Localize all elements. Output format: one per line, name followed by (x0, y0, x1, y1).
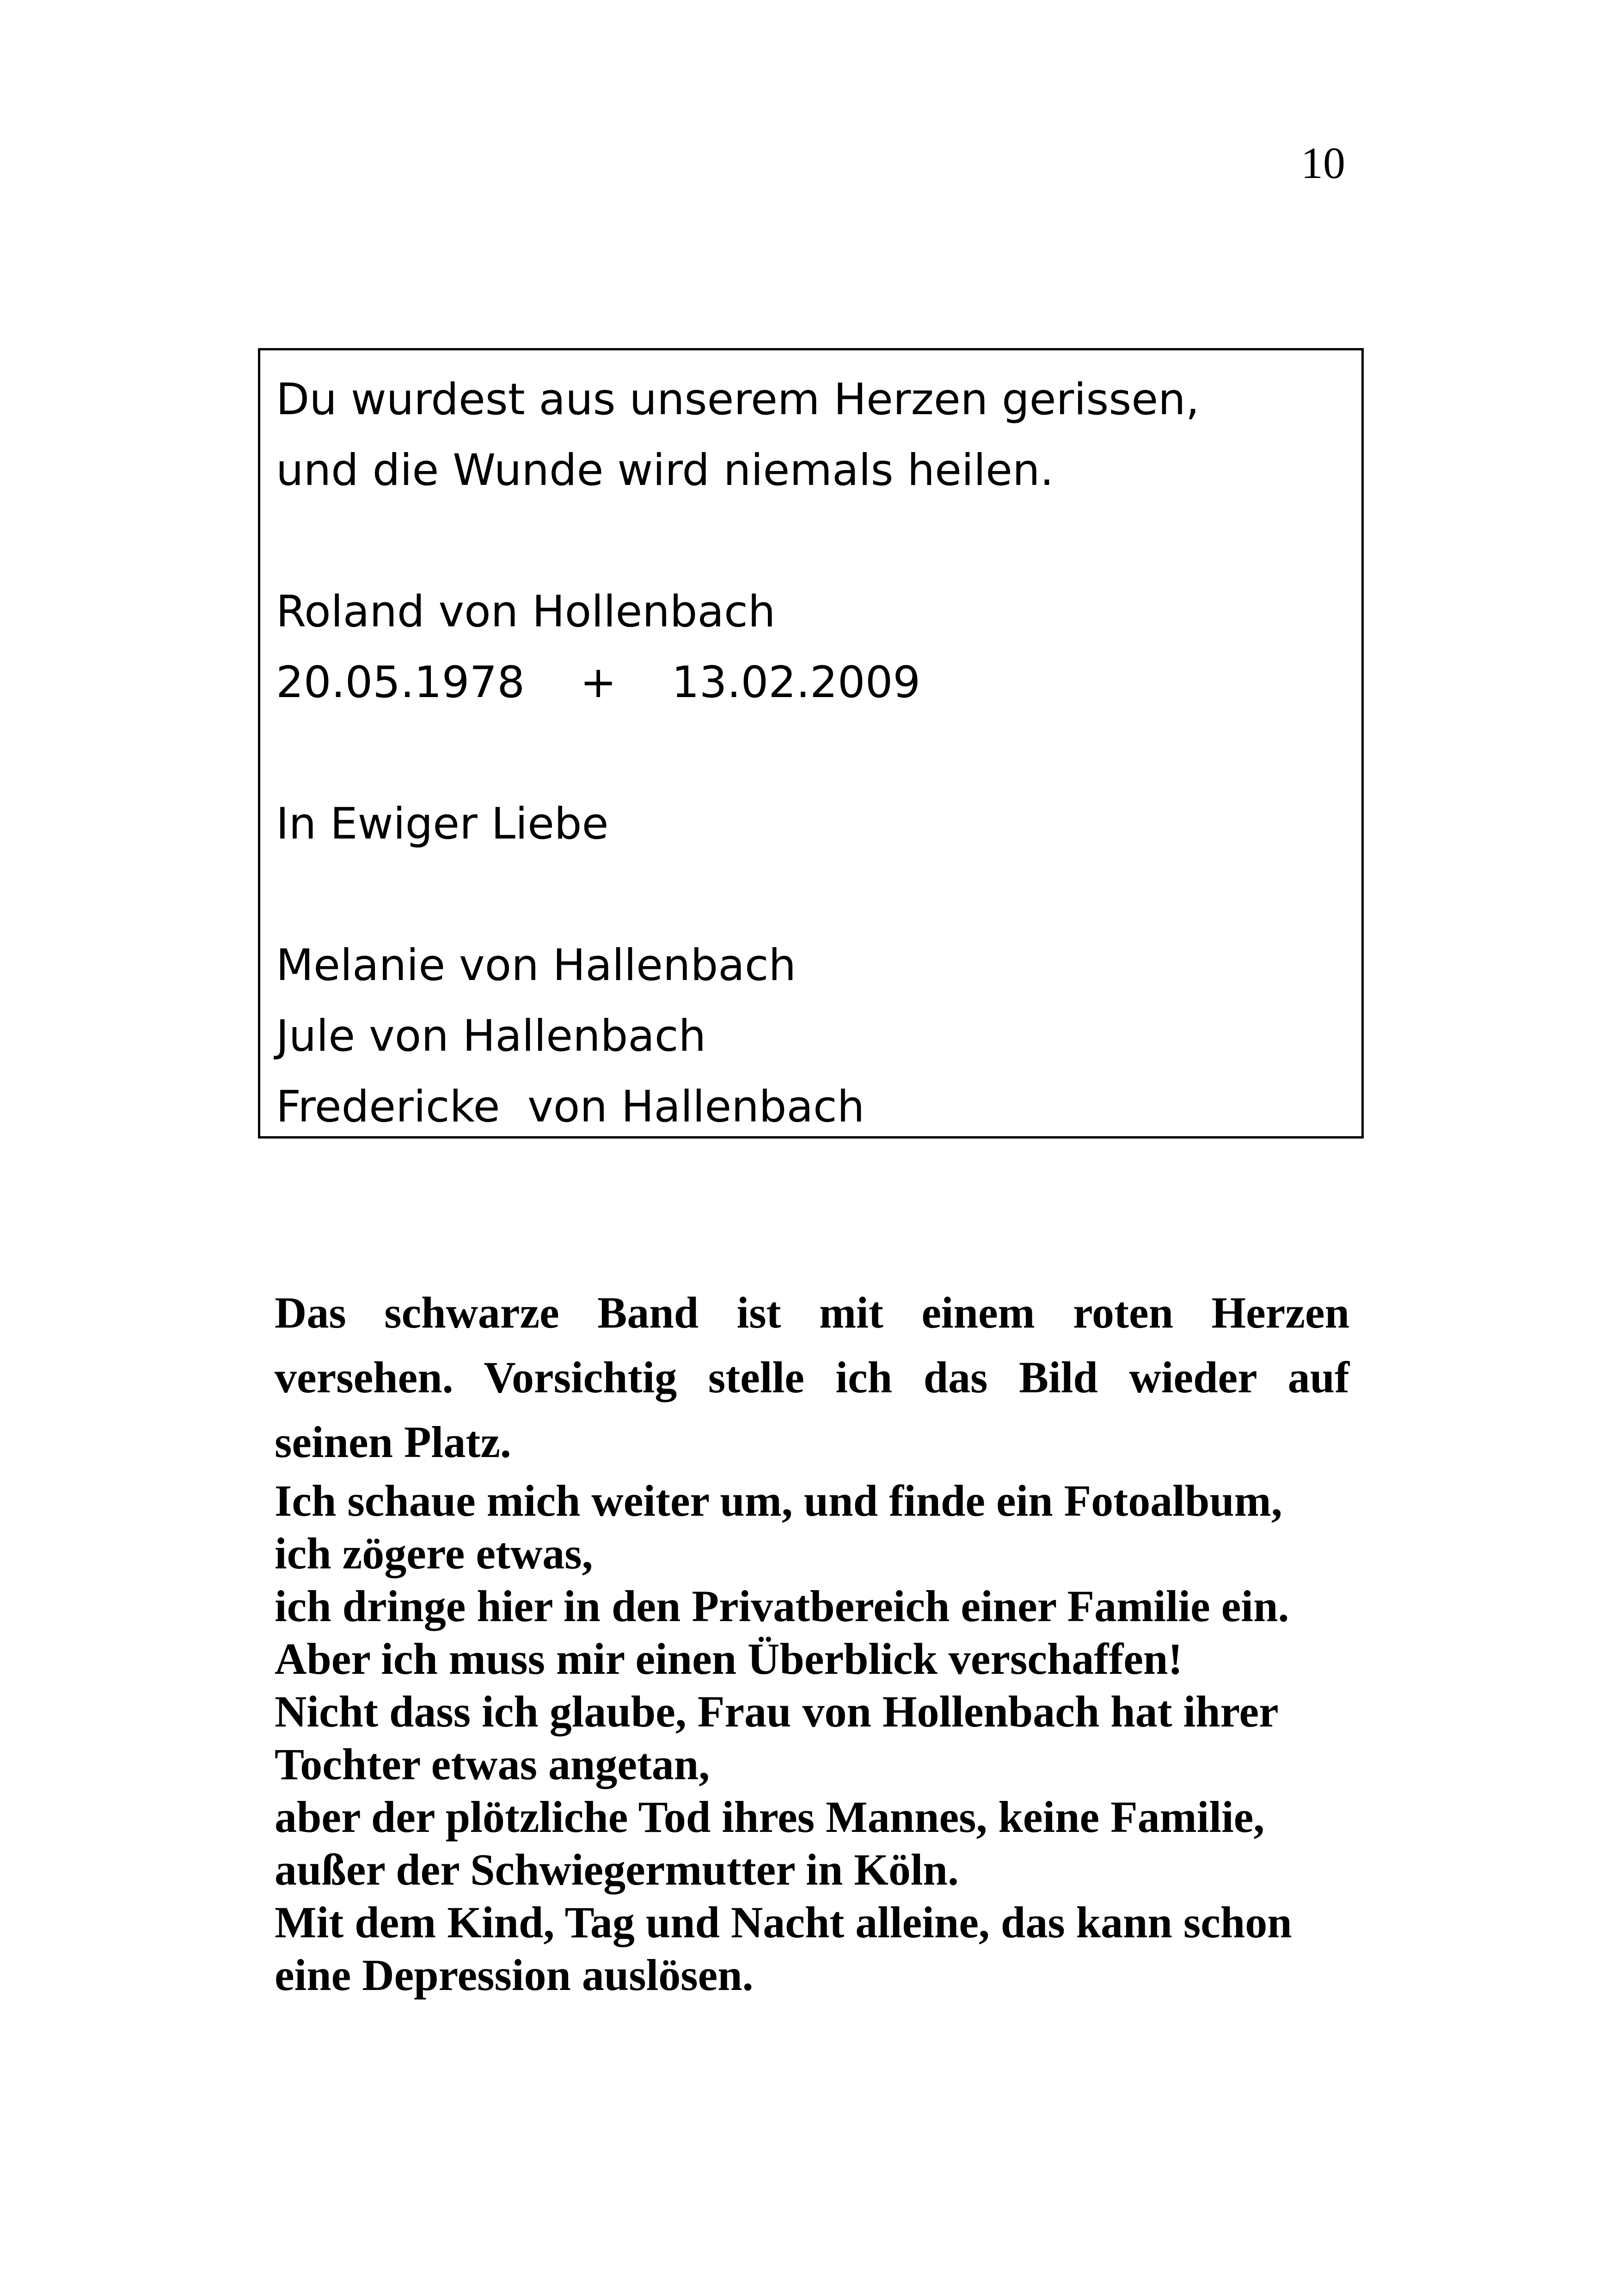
narrative-line: Tochter etwas angetan, (275, 1739, 710, 1789)
page-number: 10 (1301, 138, 1345, 188)
narrative-line: seinen Platz. (275, 1417, 511, 1467)
narrative-line: versehen. Vorsichtig stelle ich das Bild wieder auf (275, 1353, 1349, 1402)
obituary-mourner-2: Jule von Hallenbach (276, 1011, 706, 1061)
spacer (276, 859, 1361, 930)
obituary-deceased-name: Roland von Hollenbach (276, 587, 776, 637)
obituary-mourner-3: Fredericke von Hallenbach (276, 1082, 865, 1132)
narrative-line: Nicht dass ich glaube, Frau von Hollenbach hat ihrer (275, 1687, 1279, 1736)
obituary-verse-line-1: Du wurdest aus unserem Herzen gerissen, (276, 374, 1200, 425)
narrative-line: außer der Schwiegermutter in Köln. (275, 1845, 959, 1894)
spacer (276, 718, 1361, 789)
narrative-line: ich dringe hier in den Privatbereich einer Familie ein. (275, 1581, 1289, 1631)
narrative-text (275, 1280, 1349, 2002)
obituary-verse-line-2: und die Wunde wird niemals heilen. (276, 445, 1054, 496)
obituary-dates: 20.05.1978 + 13.02.2009 (276, 657, 921, 708)
obituary-notice (258, 348, 1364, 1139)
spacer (276, 506, 1361, 576)
narrative-line: ich zögere etwas, (275, 1529, 593, 1578)
narrative-line: Das schwarze Band ist mit einem roten Herzen (275, 1288, 1349, 1337)
obituary-mourner-1: Melanie von Hallenbach (276, 940, 797, 991)
narrative-line: Mit dem Kind, Tag und Nacht alleine, das kann schon (275, 1898, 1292, 1947)
narrative-line: Aber ich muss mir einen Überblick verschaffen! (275, 1634, 1183, 1684)
narrative-line: aber der plötzliche Tod ihres Mannes, keine Familie, (275, 1792, 1265, 1842)
obituary-dedication: In Ewiger Liebe (276, 799, 609, 849)
narrative-line: Ich schaue mich weiter um, und finde ein Fotoalbum, (275, 1476, 1282, 1525)
narrative-line: eine Depression auslösen. (275, 1950, 754, 2000)
